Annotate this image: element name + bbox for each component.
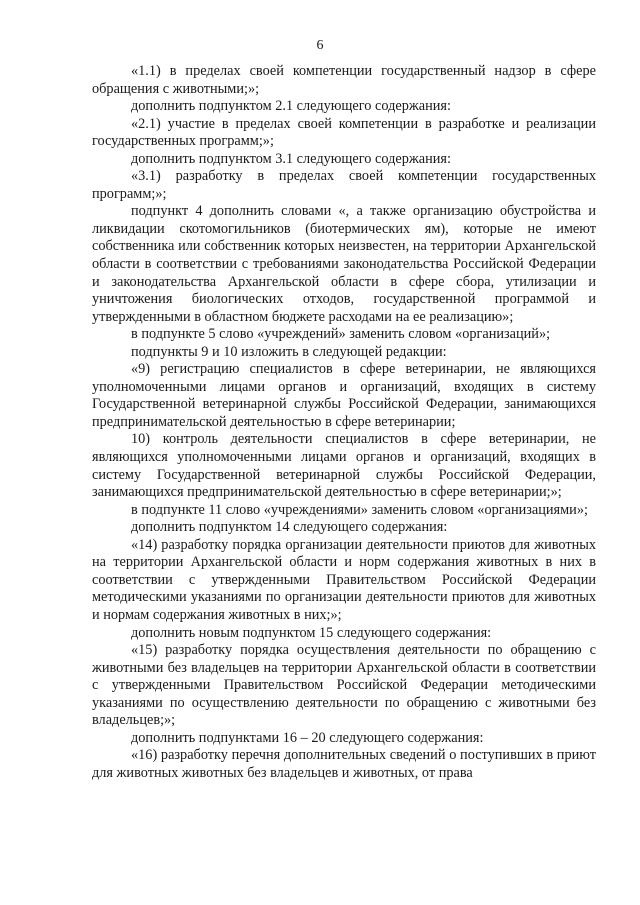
paragraph-11: в подпункте 11 слово «учреждениями» заменить словом «организациями»; [131,501,588,518]
paragraph-16: дополнить подпунктами 16 – 20 следующего содержания: [131,729,484,746]
paragraph-14: дополнить новым подпунктом 15 следующего содержания: [131,624,492,641]
paragraph-4: дополнить подпунктом 3.1 следующего содержания: [131,150,451,167]
paragraph-9: «9) регистрацию специалистов в сфере ветеринарии, не являющихся уполномоченными лицами органов и организаций, входящих в систему Государственной ветеринарной службы Российской Федерации, занимающихся предпринимательской деятельностью в сфере ветеринарии; [92,361,596,430]
paragraph-1: «1.1) в пределах своей компетенции государственный надзор в сфере обращения с животными;»; [92,63,596,97]
page-number: 6 [316,38,324,53]
paragraph-3: «2.1) участие в пределах своей компетенции в разработке и реализации государственных программ;»; [92,115,596,150]
paragraph-13: «14) разработку порядка организации деятельности приютов для животных на территории Архангельской области и норм содержания животных в них в соответствии с утвержденными Правительством Российской Федерации методическими указаниями по организации деятельности приютов для животных и нормам содержания животных в них;»; [92,536,596,623]
paragraph-12: дополнить подпунктом 14 следующего содержания: [131,519,448,536]
paragraph-8: подпункты 9 и 10 изложить в следующей редакции: [131,343,447,360]
paragraph-5: «3.1) разработку в пределах своей компетенции государственных программ;»; [92,168,596,202]
paragraph-17: «16) разработку перечня дополнительных сведений о поступивших в приют для животных животных без владельцев и животных, от права [92,747,596,781]
paragraph-10: 10) контроль деятельности специалистов в сфере ветеринарии, не являющихся уполномоченными лицами органов и организаций, входящих в систему Государственной ветеринарной службы Российской Федерации, занимающихся предпринимательской деятельностью в сфере ветеринарии;»; [92,431,596,501]
paragraph-7: в подпункте 5 слово «учреждений» заменить словом «организаций»; [131,326,551,343]
document-body [92,63,596,782]
paragraph-15: «15) разработку порядка осуществления деятельности по обращению с животными без владельцев на территории Архангельской области в соответствии с утвержденными Правительством Российской Федерации методическими указаниями по осуществлению деятельности по обращению с животными без владельцев;»; [92,642,596,729]
paragraph-6: подпункт 4 дополнить словами «, а также организацию обустройства и ликвидации скотомогильников (биотермических ям), которые не имеют собственника или собственник которых неизвестен, на территории Архангельской области в соответствии с требованиями законодательства Российской Федерации и законодательства Архангельской области в сфере сбора, утилизации и уничтожения биологических отходов, государственной программой и утвержденными в областном бюджете расходами на ее реализацию»; [92,203,596,325]
paragraph-2: дополнить подпунктом 2.1 следующего содержания: [131,98,451,115]
